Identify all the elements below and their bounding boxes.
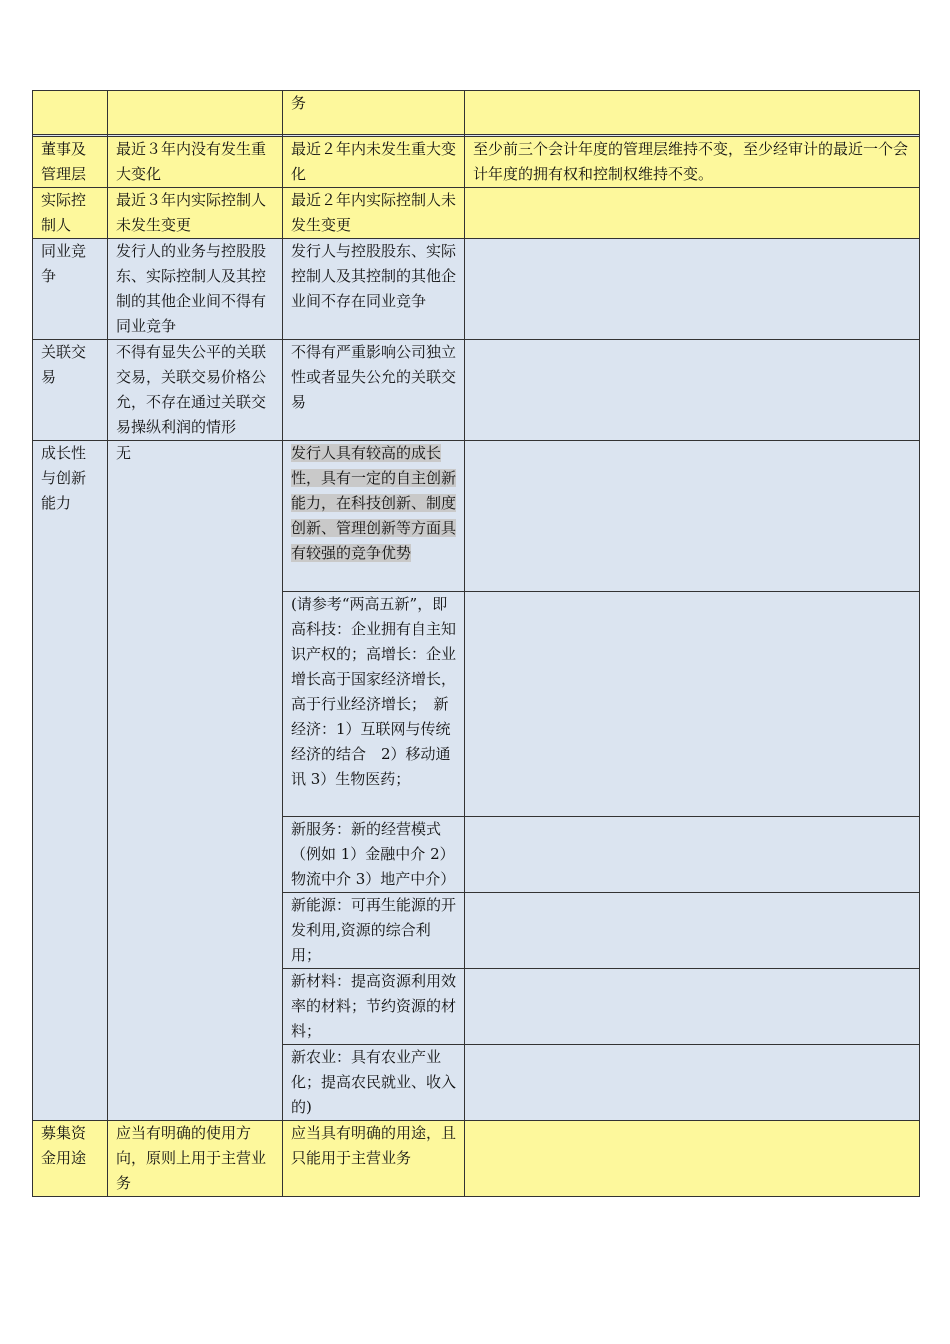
row-label-cell xyxy=(33,91,108,135)
chinext-funds: 应当具有明确的用途，且只能用于主营业务 xyxy=(283,1121,465,1197)
chinext-competition: 发行人与控股股东、实际控制人及其控制的其他企业间不存在同业竞争 xyxy=(283,239,465,340)
other-market-competition xyxy=(465,239,920,340)
chinext-growth-1 xyxy=(283,441,465,592)
main-board-funds: 应当有明确的使用方向，原则上用于主营业务 xyxy=(108,1121,283,1197)
highlighted-text: 发行人具有较高的成长性，具有一定的自主创新能力，在科技创新、制度创新、管理创新等方面具有较强的竞争优势 xyxy=(291,444,457,562)
chinext-growth-5: 新材料：提高资源利用效率的材料；节约资源的材料； xyxy=(283,969,465,1045)
table-row-funds xyxy=(33,1121,920,1197)
other-market-growth-2 xyxy=(465,592,920,817)
other-market-cell xyxy=(465,91,920,135)
row-label-competition: 同业竞争 xyxy=(33,239,108,340)
other-market-growth-1 xyxy=(465,441,920,592)
row-label-funds: 募集资金用途 xyxy=(33,1121,108,1197)
table-row-growth xyxy=(33,441,920,592)
other-market-growth-3 xyxy=(465,817,920,893)
other-market-directors: 至少前三个会计年度的管理层维持不变，至少经审计的最近一个会计年度的拥有权和控制权维持不变。 xyxy=(465,137,920,188)
main-board-controller: 最近３年内实际控制人未发生变更 xyxy=(108,188,283,239)
other-market-growth-6 xyxy=(465,1045,920,1121)
table-row-directors xyxy=(33,137,920,188)
table-row-competition xyxy=(33,239,920,340)
row-label-controller: 实际控制人 xyxy=(33,188,108,239)
chinext-cell: 务 xyxy=(283,91,465,135)
other-market-funds xyxy=(465,1121,920,1197)
chinext-growth-3: 新服务：新的经营模式（例如 1）金融中介 2）物流中介 3）地产中介） xyxy=(283,817,465,893)
other-market-related xyxy=(465,340,920,441)
other-market-growth-4 xyxy=(465,893,920,969)
main-board-growth: 无 xyxy=(108,441,283,1121)
main-board-cell xyxy=(108,91,283,135)
chinext-growth-2: (请参考“两高五新”，即高科技：企业拥有自主知识产权的；高增长：企业增长高于国家经济增长，高于行业经济增长； 新经济：1）互联网与传统经济的结合 2）移动通讯 3）生物医药； xyxy=(283,592,465,817)
row-label-directors: 董事及管理层 xyxy=(33,137,108,188)
other-market-controller xyxy=(465,188,920,239)
row-label-related: 关联交易 xyxy=(33,340,108,441)
table-row-related xyxy=(33,340,920,441)
other-market-growth-5 xyxy=(465,969,920,1045)
table-row-controller xyxy=(33,188,920,239)
row-label-growth: 成长性与创新能力 xyxy=(33,441,108,1121)
chinext-growth-4: 新能源：可再生能源的开发利用,资源的综合利用； xyxy=(283,893,465,969)
chinext-directors: 最近２年内未发生重大变化 xyxy=(283,137,465,188)
chinext-controller: 最近２年内实际控制人未发生变更 xyxy=(283,188,465,239)
main-board-related: 不得有显失公平的关联交易，关联交易价格公允，不存在通过关联交易操纵利润的情形 xyxy=(108,340,283,441)
comparison-table xyxy=(32,90,920,1197)
main-board-competition: 发行人的业务与控股股东、实际控制人及其控制的其他企业间不得有同业竞争 xyxy=(108,239,283,340)
table-row-continued xyxy=(33,91,920,135)
chinext-related: 不得有严重影响公司独立性或者显失公允的关联交易 xyxy=(283,340,465,441)
chinext-growth-6: 新农业：具有农业产业化；提高农民就业、收入的) xyxy=(283,1045,465,1121)
main-board-directors: 最近３年内没有发生重大变化 xyxy=(108,137,283,188)
